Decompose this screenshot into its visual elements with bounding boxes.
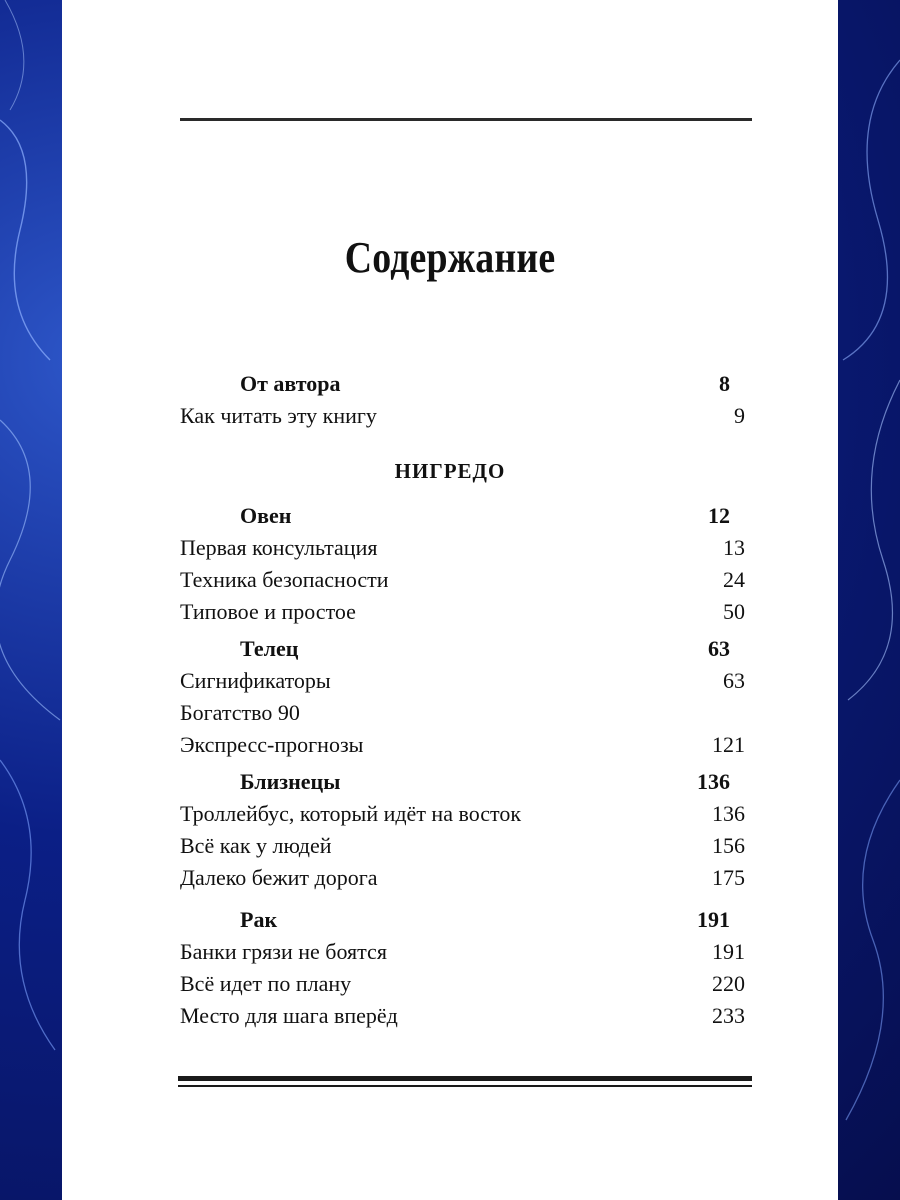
toc-page-number: 175 [712, 865, 745, 890]
toc-heading-label: От автора [240, 371, 341, 396]
toc-page-number: 13 [723, 535, 745, 560]
toc-heading-label: Овен [240, 503, 292, 528]
toc-row [62, 865, 838, 897]
toc-row [62, 801, 838, 833]
toc-label: Далеко бежит дорога [180, 865, 378, 890]
toc-label: Как читать эту книгу [180, 403, 377, 428]
toc-heading-label: Телец [240, 636, 299, 661]
toc-row [62, 599, 838, 631]
toc-row [62, 833, 838, 865]
toc-page-number: 121 [712, 732, 745, 757]
toc-label: Техника безопасности [180, 567, 389, 592]
toc-page-number: 156 [712, 833, 745, 858]
toc-page-number: 136 [697, 769, 730, 794]
toc-page-number: 63 [723, 668, 745, 693]
bottom-rule-thin [178, 1085, 752, 1087]
toc-row [62, 700, 838, 732]
toc-heading-label: Рак [240, 907, 278, 932]
toc-label: Богатство 90 [180, 700, 300, 725]
toc-row [62, 668, 838, 700]
toc-page-number: 63 [708, 636, 730, 661]
toc-row [62, 732, 838, 764]
bottom-rule-thick [178, 1076, 752, 1081]
toc-heading-row [62, 503, 838, 535]
part-heading: НИГРЕДО [394, 459, 506, 483]
toc-label: Банки грязи не боятся [180, 939, 387, 964]
toc-heading-row [62, 769, 838, 801]
toc-label: Место для шага вперёд [180, 1003, 398, 1028]
toc-label: Первая консультация [180, 535, 378, 560]
toc-heading-row [62, 371, 838, 403]
toc-page-number: 136 [712, 801, 745, 826]
toc-page-number: 220 [712, 971, 745, 996]
toc-page-number: 12 [708, 503, 730, 528]
toc-row [62, 403, 838, 435]
toc-heading-row [62, 907, 838, 939]
toc-label: Сигнификаторы [180, 668, 331, 693]
toc-page-number: 24 [723, 567, 745, 592]
left-border-decoration [0, 0, 62, 1200]
toc-page-number: 191 [697, 907, 730, 932]
toc-label: Всё как у людей [180, 833, 332, 858]
toc-page-number: 50 [723, 599, 745, 624]
toc-label: Троллейбус, который идёт на восток [180, 801, 522, 826]
toc-page-number: 233 [712, 1003, 745, 1028]
toc-heading-row [62, 636, 838, 668]
toc-row [62, 567, 838, 599]
top-rule [180, 118, 752, 121]
toc-heading-label: Близнецы [240, 769, 341, 794]
toc-page-number: 191 [712, 939, 745, 964]
toc-label: Экспресс-прогнозы [180, 732, 364, 757]
toc-row [62, 971, 838, 1003]
toc-row [62, 939, 838, 971]
right-border-decoration [838, 0, 900, 1200]
book-page [62, 0, 838, 1200]
toc-page-number: 8 [719, 371, 730, 396]
toc-row [62, 535, 838, 567]
toc-label: Всё идет по плану [180, 971, 352, 996]
toc-label: Типовое и простое [180, 599, 356, 624]
toc-page-number: 9 [734, 403, 745, 428]
page-title: Содержание [344, 233, 556, 282]
toc-row [62, 1003, 838, 1035]
